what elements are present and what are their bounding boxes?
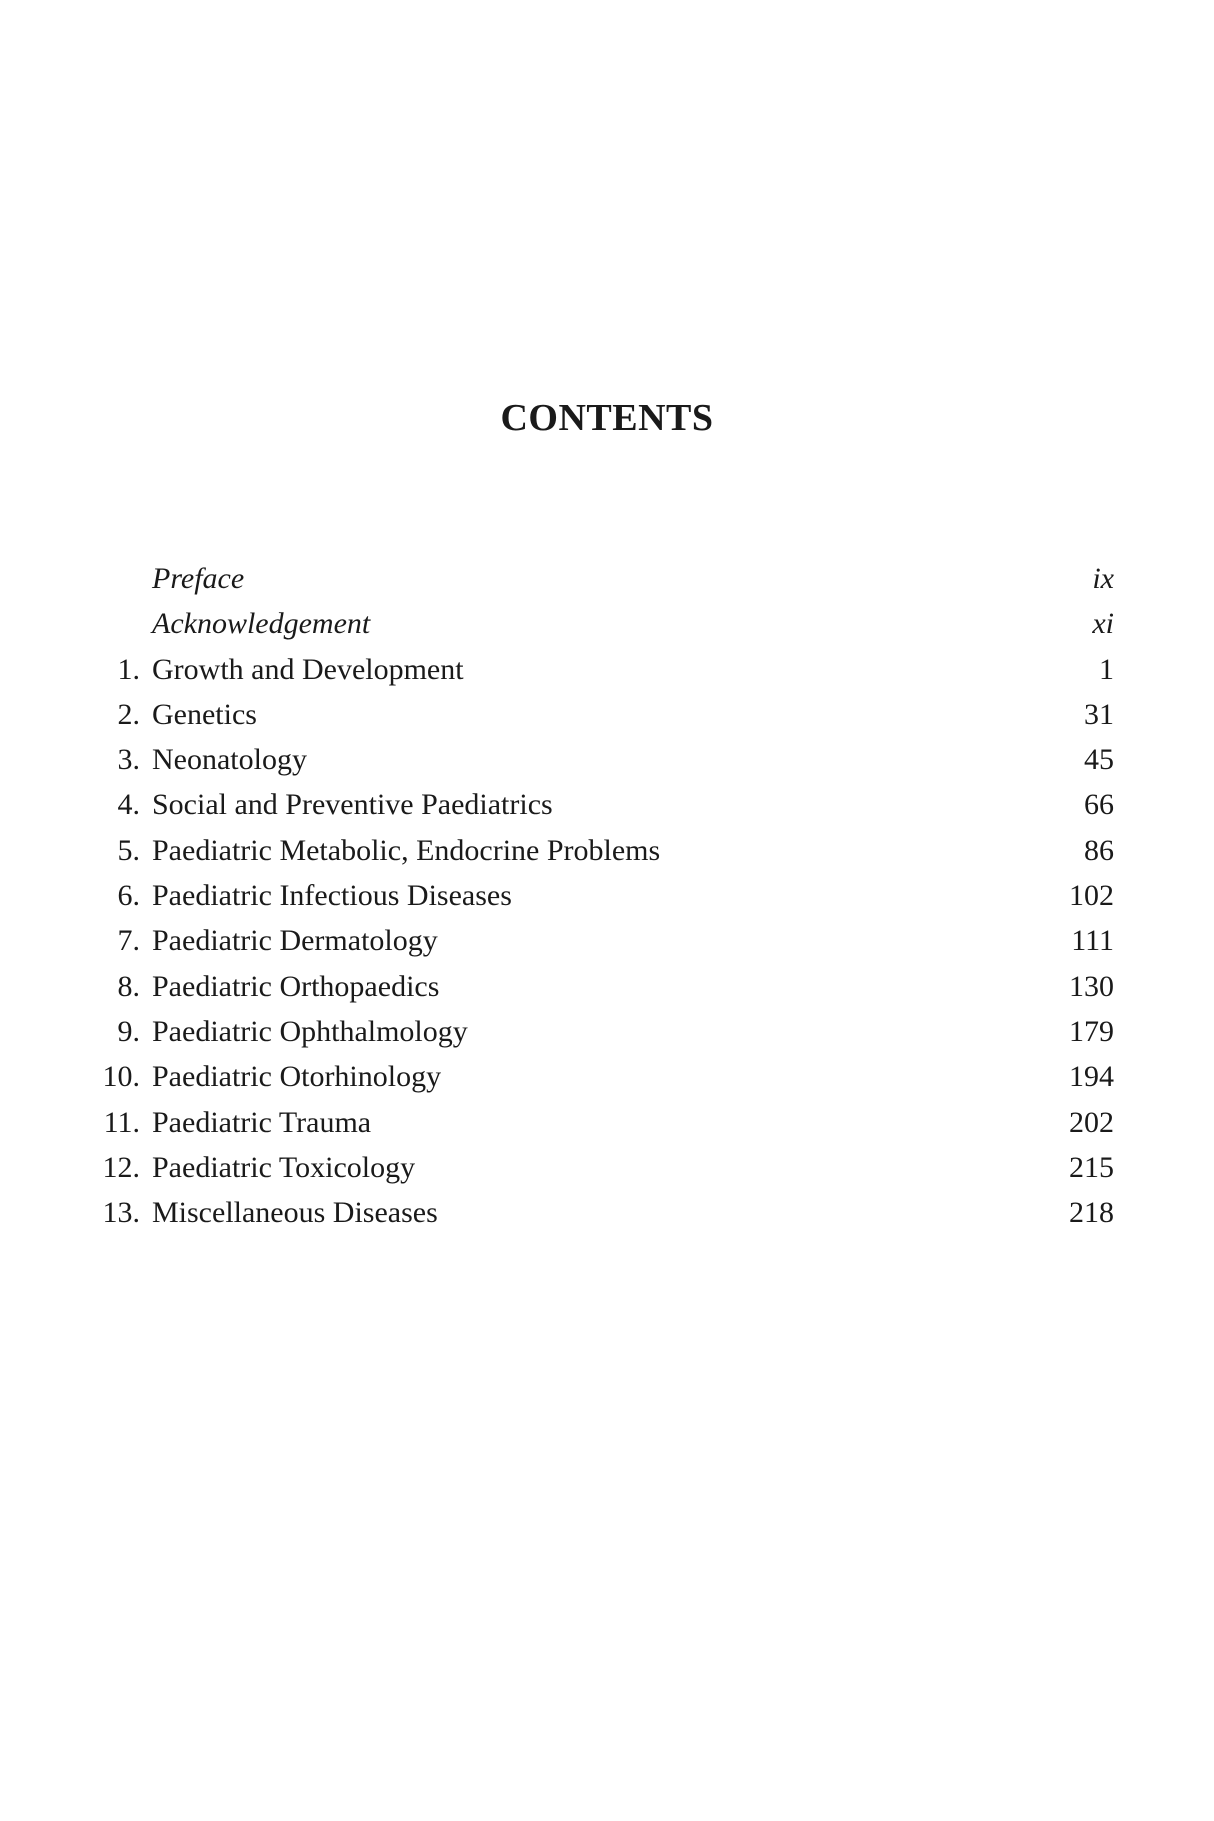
toc-entry-page: 66 <box>1084 788 1114 822</box>
toc-entry-title: Social and Preventive Paediatrics <box>152 788 553 822</box>
toc-entry-number: 13. <box>102 1196 140 1230</box>
toc-entry-title: Genetics <box>152 697 257 731</box>
toc-entry-title: Paediatric Trauma <box>152 1105 372 1139</box>
toc-entry-number: 2. <box>117 697 140 731</box>
toc-entry-chapter-10[interactable] <box>96 1054 1114 1099</box>
toc-entry-title: Neonatology <box>152 743 307 777</box>
toc-entry-number: 5. <box>117 833 140 867</box>
toc-entry-page: 111 <box>1071 924 1114 958</box>
toc-entry-chapter-8[interactable] <box>96 964 1114 1009</box>
toc-entry-acknowledgement[interactable] <box>96 601 1114 646</box>
toc-entry-page: xi <box>1092 607 1114 641</box>
toc-entry-page: 215 <box>1069 1150 1114 1184</box>
toc-entry-title: Growth and Development <box>152 652 464 686</box>
toc-entry-page: 130 <box>1069 969 1114 1003</box>
toc-entry-chapter-3[interactable] <box>96 737 1114 782</box>
toc-entry-page: 218 <box>1069 1196 1114 1230</box>
toc-entry-title: Paediatric Orthopaedics <box>152 969 440 1003</box>
toc-entry-page: 194 <box>1069 1060 1114 1094</box>
toc-entry-title: Paediatric Infectious Diseases <box>152 879 512 913</box>
toc-entry-chapter-1[interactable] <box>96 647 1114 692</box>
toc-entry-title: Paediatric Metabolic, Endocrine Problems <box>152 833 661 867</box>
toc-entry-number: 7. <box>117 924 140 958</box>
toc-entry-chapter-9[interactable] <box>96 1009 1114 1054</box>
toc-entry-page: 1 <box>1099 652 1114 686</box>
toc-entry-number: 6. <box>117 879 140 913</box>
toc-entry-chapter-2[interactable] <box>96 692 1114 737</box>
toc-entry-chapter-5[interactable] <box>96 828 1114 873</box>
toc-entry-page: 102 <box>1069 879 1114 913</box>
table-of-contents <box>96 556 1114 1235</box>
toc-entry-title: Paediatric Otorhinology <box>152 1060 442 1094</box>
toc-entry-chapter-7[interactable] <box>96 918 1114 963</box>
toc-entry-number: 11. <box>103 1105 140 1139</box>
toc-entry-chapter-11[interactable] <box>96 1100 1114 1145</box>
toc-entry-page: 45 <box>1084 743 1114 777</box>
toc-entry-number: 12. <box>102 1150 140 1184</box>
toc-entry-chapter-13[interactable] <box>96 1190 1114 1235</box>
toc-entry-number: 9. <box>117 1014 140 1048</box>
toc-entry-title: Paediatric Toxicology <box>152 1150 416 1184</box>
toc-entry-title: Acknowledgement <box>152 607 371 641</box>
toc-entry-number: 8. <box>117 969 140 1003</box>
toc-entry-page: 179 <box>1069 1014 1114 1048</box>
toc-entry-title: Paediatric Dermatology <box>152 924 438 958</box>
toc-entry-title: Miscellaneous Diseases <box>152 1196 438 1230</box>
toc-entry-page: 31 <box>1084 697 1114 731</box>
toc-entry-page: 86 <box>1084 833 1114 867</box>
toc-entry-number: 4. <box>117 788 140 822</box>
toc-entry-title: Paediatric Ophthalmology <box>152 1014 468 1048</box>
toc-entry-title: Preface <box>152 562 245 595</box>
toc-entry-chapter-6[interactable] <box>96 873 1114 918</box>
toc-entry-number: 3. <box>117 743 140 777</box>
toc-entry-page: 202 <box>1069 1105 1114 1139</box>
toc-entry-chapter-12[interactable] <box>96 1145 1114 1190</box>
page-title: CONTENTS <box>500 397 714 439</box>
toc-entry-number: 10. <box>102 1060 140 1094</box>
toc-entry-page: ix <box>1092 562 1114 595</box>
toc-entry-preface[interactable] <box>96 556 1114 601</box>
toc-entry-number: 1. <box>117 652 140 686</box>
toc-entry-chapter-4[interactable] <box>96 782 1114 827</box>
